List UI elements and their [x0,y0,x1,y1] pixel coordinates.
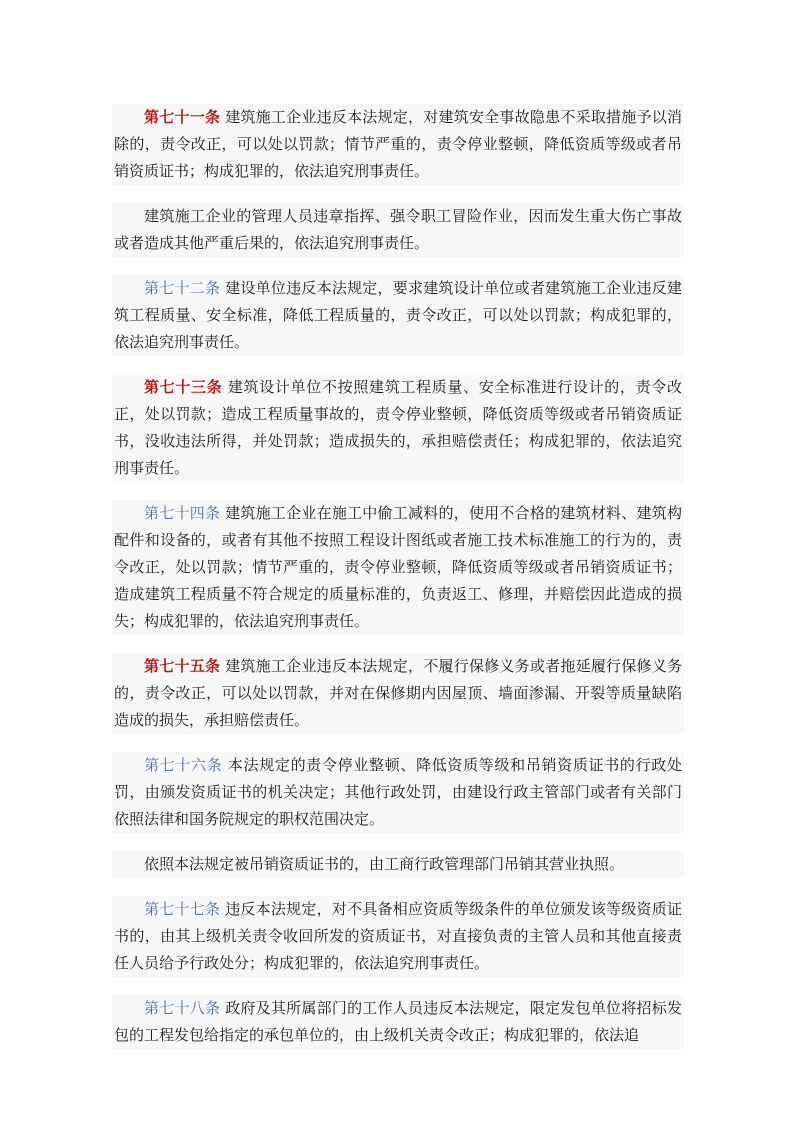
paragraph-article-76-clause-2 [112,851,684,878]
article-heading: 第七十三条 [144,378,223,396]
paragraph-text: 建筑施工企业违反本法规定，不履行保修义务或者拖延履行保修义务的，责令改正，可以处以罚款，并对在保修期内因屋顶、墙面渗漏、开裂等质量缺陷造成的损失，承担赔偿责任。 [114,657,682,729]
paragraph-article-74 [112,500,684,635]
paragraph-text: 建设单位违反本法规定，要求建筑设计单位或者建筑施工企业违反建筑工程质量、安全标准，降低工程质量的，责令改正，可以处以罚款；构成犯罪的，依法追究刑事责任。 [114,279,682,351]
paragraph-text: 建筑施工企业违反本法规定，对建筑安全事故隐患不采取措施予以消除的，责令改正，可以处以罚款；情节严重的，责令停业整顿，降低资质等级或者吊销资质证书；构成犯罪的，依法追究刑事责任。 [114,108,682,180]
paragraph-text: 本法规定的责令停业整顿、降低资质等级和吊销资质证书的行政处罚，由颁发资质证书的机关决定；其他行政处罚，由建设行政主管部门或者有关部门依照法律和国务院规定的职权范围决定。 [114,756,682,828]
paragraph-article-76 [112,752,684,833]
article-heading: 第七十五条 [144,657,221,675]
paragraph-article-75 [112,653,684,734]
paragraph-article-71-clause-2 [112,203,684,257]
paragraph-text: 建筑设计单位不按照建筑工程质量、安全标准进行设计的，责令改正，处以罚款；造成工程质量事故的，责令停业整顿，降低资质等级或者吊销资质证书，没收违法所得，并处罚款；造成损失的，承担赔偿责任；构成犯罪的，依法追究刑事责任。 [114,378,682,477]
article-heading: 第七十二条 [144,279,221,297]
article-heading: 第七十四条 [144,504,221,522]
article-heading: 第七十一条 [144,108,221,126]
paragraph-article-73 [112,374,684,482]
paragraph-article-71 [112,104,684,185]
document-page [112,104,684,1067]
paragraph-article-77 [112,896,684,977]
paragraph-text: 政府及其所属部门的工作人员违反本法规定，限定发包单位将招标发包的工程发包给指定的承包单位的，由上级机关责令改正；构成犯罪的，依法追 [114,999,682,1044]
paragraph-article-78 [112,995,684,1049]
article-heading: 第七十七条 [144,900,221,918]
paragraph-text: 建筑施工企业在施工中偷工减料的，使用不合格的建筑材料、建筑构配件和设备的，或者有其他不按照工程设计图纸或者施工技术标准施工的行为的，责令改正，处以罚款；情节严重的，责令停业整顿，降低资质等级或者吊销资质证书；造成建筑工程质量不符合规定的质量标准的，负责返工、修理，并赔偿因此造成的损失；构成犯罪的，依法追究刑事责任。 [114,504,682,630]
paragraph-text: 依照本法规定被吊销资质证书的，由工商行政管理部门吊销其营业执照。 [144,855,625,873]
paragraph-text: 建筑施工企业的管理人员违章指挥、强令职工冒险作业，因而发生重大伤亡事故或者造成其他严重后果的，依法追究刑事责任。 [114,207,682,252]
paragraph-article-72 [112,275,684,356]
paragraph-text: 违反本法规定，对不具备相应资质等级条件的单位颁发该等级资质证书的，由其上级机关责令收回所发的资质证书，对直接负责的主管人员和其他直接责任人员给予行政处分；构成犯罪的，依法追究刑事责任。 [114,900,682,972]
article-heading: 第七十八条 [144,999,221,1017]
article-heading: 第七十六条 [144,756,223,774]
